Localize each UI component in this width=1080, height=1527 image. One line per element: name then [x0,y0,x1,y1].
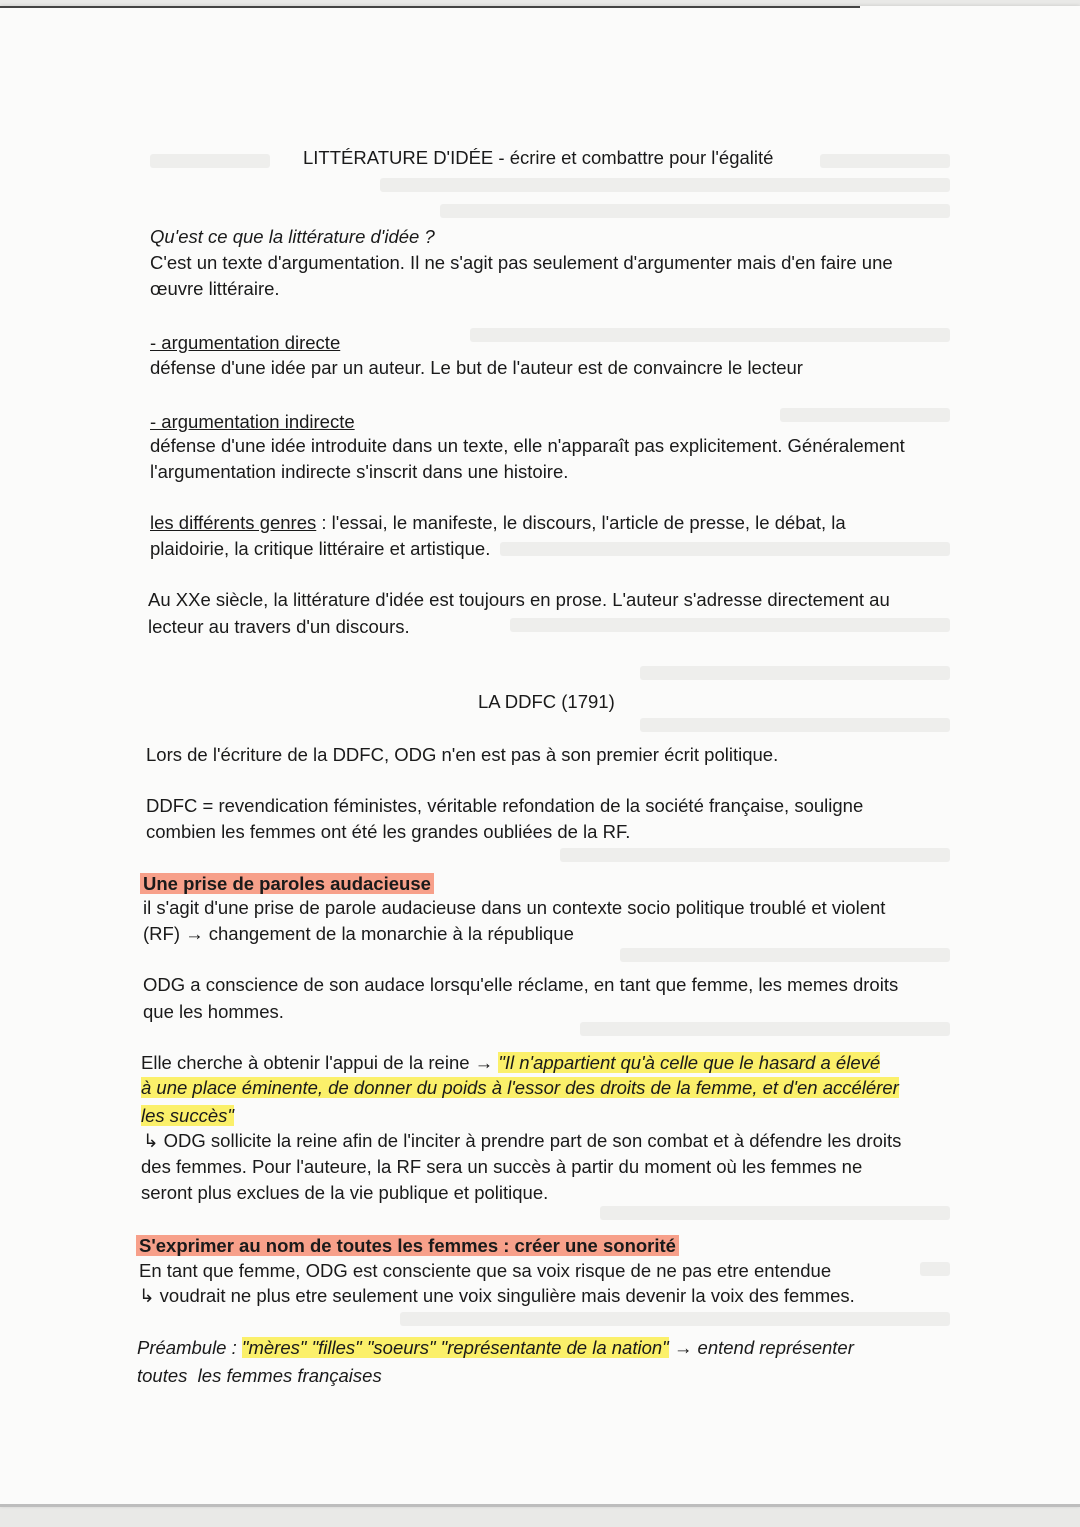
section1-line-1: il s'agit d'une prise de parole audacieuse dans un contexte socio politique troublé et violent [143,897,886,918]
page-top-edge [0,6,860,8]
preambule-line-2: toutes les femmes françaises [137,1365,382,1386]
quote-line-1: "Il n'appartient qu'à celle que le hasard a élevé [498,1052,881,1073]
bleed-through [510,618,950,632]
quote-line-3-wrap [141,1102,234,1129]
genres-line-2: plaidoirie, la critique littéraire et artistique. [150,538,491,559]
direct-heading: - argumentation directe [150,332,341,353]
reine-line [141,1049,880,1076]
bleed-through [470,328,950,342]
preambule-line-1 [137,1334,854,1361]
xx-line-2: lecteur au travers d'un discours. [148,616,410,637]
quote-line-2-wrap [141,1074,899,1101]
document-page [0,6,1080,1506]
title-subtitle: écrire et combattre pour l'égalité [509,147,774,168]
section1-rf: (RF) [143,923,180,944]
bleed-through [620,948,950,962]
bleed-through [640,718,950,732]
section1-change: changement de la monarchie à la république [208,923,574,944]
section2-heading-line [136,1232,679,1259]
bleed-through [440,204,950,218]
ddfc-def-line-2: combien les femmes ont été les grandes oubliées de la RF. [146,821,631,842]
bleed-through [380,178,950,192]
sollicite-line-3: seront plus exclues de la vie publique et politique. [141,1182,549,1203]
sub-arrow-icon: ↳ [143,1130,159,1151]
sollicite-line-2: des femmes. Pour l'auteure, la RF sera un succès à partir du moment où les femmes ne [141,1156,863,1177]
direct-text: défense d'une idée par un auteur. Le but de l'auteur est de convaincre le lecteur [150,357,803,378]
page-title [303,144,773,171]
ddfc-heading: LA DDFC (1791) [478,691,615,712]
answer-line-1: C'est un texte d'argumentation. Il ne s'agit pas seulement d'argumenter mais d'en faire une [150,252,893,273]
section2-heading: S'exprimer au nom de toutes les femmes : créer une sonorité [136,1235,679,1256]
quote-line-2: à une place éminente, de donner du poids à l'essor des droits de la femme, et d'en accélérer [141,1077,899,1098]
xx-line-1: Au XXe siècle, la littérature d'idée est toujours en prose. L'auteur s'adresse directement au [148,589,890,610]
ddfc-intro: Lors de l'écriture de la DDFC, ODG n'en est pas à son premier écrit politique. [146,744,779,765]
bleed-through [500,542,950,556]
section1-heading: Une prise de paroles audacieuse [140,873,434,894]
bleed-through [400,1312,950,1326]
indirect-line-1: défense d'une idée introduite dans un texte, elle n'apparaît pas explicitement. Généralement [150,435,905,456]
genres-label: les différents genres [150,512,317,533]
arrow-icon: → [474,1052,494,1073]
indirect-heading: - argumentation indirecte [150,411,355,432]
section2-line-2 [139,1282,855,1309]
bleed-through [920,1262,950,1276]
preambule-quotes: "mères" "filles" "soeurs" "représentante de la nation" [241,1337,669,1358]
section1-heading-line [140,870,434,897]
bleed-through [600,1206,950,1220]
bleed-through [780,408,950,422]
arrow-icon: → [673,1337,693,1358]
title-separator: - [493,147,510,168]
bleed-through [560,848,950,862]
bleed-through [640,666,950,680]
bleed-through [580,1022,950,1036]
quote-line-3: les succès" [141,1105,234,1126]
ddfc-def-line-1: DDFC = revendication féministes, véritable refondation de la société française, souligne [146,795,864,816]
sollicite-text-1: ODG sollicite la reine afin de l'inciter à prendre part de son combat et à défendre les droits [163,1130,902,1151]
section1-line-2 [143,920,574,947]
title-main: LITTÉRATURE D'IDÉE [303,147,494,168]
sub-arrow-icon: ↳ [139,1285,155,1306]
question-line: Qu'est ce que la littérature d'idée ? [150,226,435,247]
bleed-through [150,154,270,168]
section2-text-2: voudrait ne plus etre seulement une voix singulière mais devenir la voix des femmes. [159,1285,855,1306]
answer-line-2: œuvre littéraire. [150,278,280,299]
odg-line-2: que les hommes. [143,1001,284,1022]
arrow-icon: → [185,923,204,944]
bleed-through [820,154,950,168]
odg-line-1: ODG a conscience de son audace lorsqu'elle réclame, en tant que femme, les memes droits [143,974,899,995]
preambule-label: Préambule : [137,1337,242,1358]
genres-text: : l'essai, le manifeste, le discours, l'article de presse, le débat, la [316,512,846,533]
preambule-rest: entend représenter [697,1337,854,1358]
reine-prefix: Elle cherche à obtenir l'appui de la reine [141,1052,470,1073]
genres-line-1 [150,509,846,536]
page-bottom-edge [0,1504,1080,1507]
section2-line-1: En tant que femme, ODG est consciente que sa voix risque de ne pas etre entendue [139,1260,832,1281]
indirect-line-2: l'argumentation indirecte s'inscrit dans une histoire. [150,461,569,482]
sollicite-line-1 [143,1127,901,1154]
